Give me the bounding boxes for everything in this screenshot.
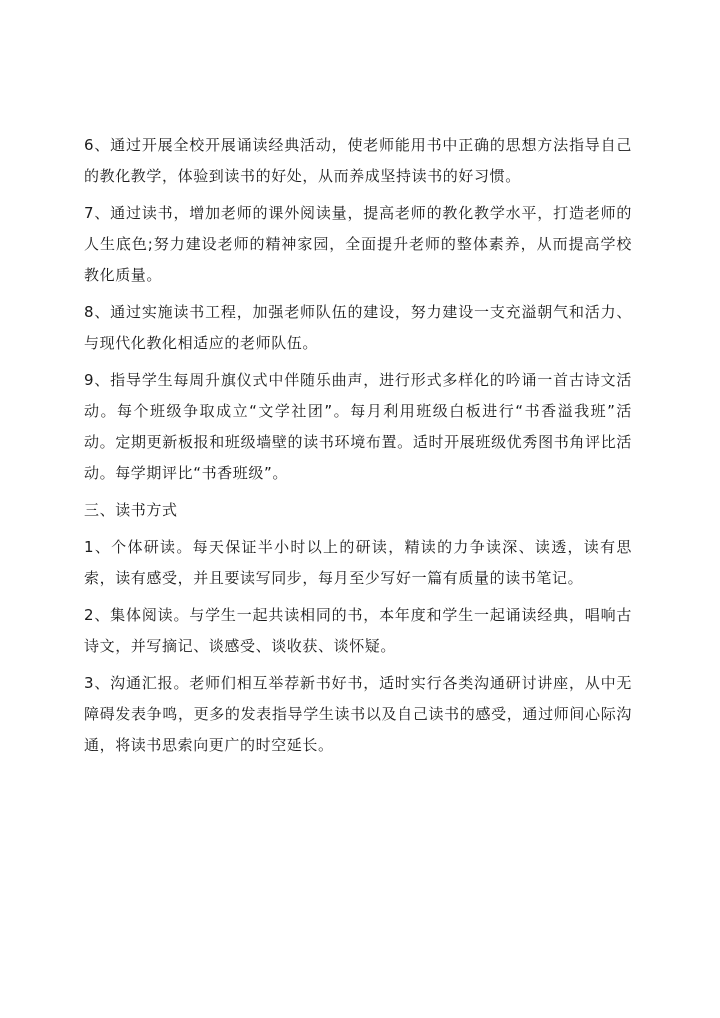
paragraph-method-3: 3、沟通汇报。老师们相互举荐新书好书，适时实行各类沟通研讨讲座，从中无障碍发表争鸣，更多的发表指导学生读书以及自己读书的感受，通过师间心际沟通，将读书思索向更广的时空延长。 <box>84 674 632 754</box>
document-body <box>84 130 632 767</box>
paragraph-goal-8: 8、通过实施读书工程，加强老师队伍的建设，努力建设一支充溢朝气和活力、与现代化教化相适应的老师队伍。 <box>84 303 632 352</box>
paragraph-method-1: 1、个体研读。每天保证半小时以上的研读，精读的力争读深、读透，读有思索，读有感受，并且要读写同步，每月至少写好一篇有质量的读书笔记。 <box>84 538 632 587</box>
paragraph-goal-9: 9、指导学生每周升旗仪式中伴随乐曲声，进行形式多样化的吟诵一首古诗文活动。每个班级争取成立“文学社团”。每月利用班级白板进行“书香溢我班”活动。定期更新板报和班级墙壁的读书环境布置。适时开展班级优秀图书角评比活动。每学期评比“书香班级”。 <box>84 371 632 482</box>
paragraph-goal-7: 7、通过读书，增加老师的课外阅读量，提高老师的教化教学水平，打造老师的人生底色;努力建设老师的精神家园，全面提升老师的整体素养，从而提高学校教化质量。 <box>84 204 632 284</box>
paragraph-method-2: 2、集体阅读。与学生一起共读相同的书，本年度和学生一起诵读经典，唱响古诗文，并写摘记、谈感受、谈收获、谈怀疑。 <box>84 606 632 655</box>
section-heading-reading-methods: 三、读书方式 <box>84 501 178 519</box>
paragraph-goal-6: 6、通过开展全校开展诵读经典活动，使老师能用书中正确的思想方法指导自己的教化教学，体验到读书的好处，从而养成坚持读书的好习惯。 <box>84 136 632 185</box>
